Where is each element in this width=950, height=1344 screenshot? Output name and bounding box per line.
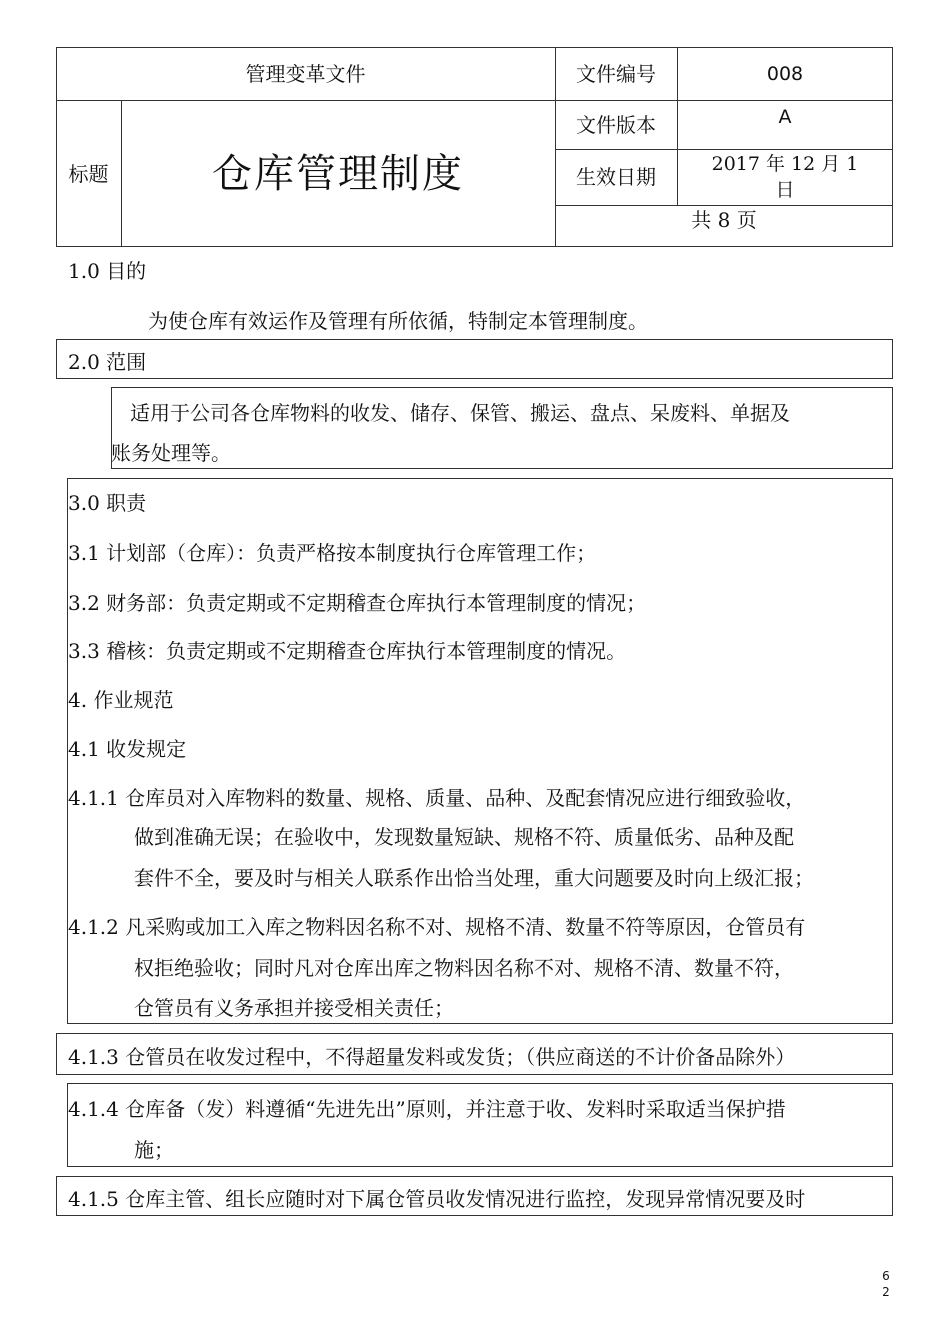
rule-4-1-2-line: 仓管员有义务承担并接受相关责任； <box>134 996 454 1020</box>
scope-text-line: 账务处理等。 <box>111 441 231 465</box>
duty-item: 3.1 计划部（仓库）：负责严格按本制度执行仓库管理工作； <box>68 541 597 565</box>
effective-date-line2: 日 <box>775 179 795 201</box>
spec-heading: 4. 作业规范 <box>68 688 174 712</box>
rule-4-1-4-line: 4.1.4 仓库备（发）料遵循“先进先出”原则，并注意于收、发料时采取适当保护措 <box>68 1097 786 1121</box>
purpose-heading: 1.0 目的 <box>68 259 147 283</box>
rule-4-1-1-line: 套件不全，要及时与相关人联系作出恰当处理，重大问题要及时向上级汇报； <box>134 866 814 890</box>
rule-4-1-3-line: 4.1.3 仓管员在收发过程中，不得超量发料或发货；（供应商送的不计价备品除外） <box>68 1045 796 1069</box>
duty-item: 3.3 稽核：负责定期或不定期稽查仓库执行本管理制度的情况。 <box>68 639 627 663</box>
scope-heading: 2.0 范围 <box>68 350 147 374</box>
title-label: 标题 <box>68 161 109 186</box>
version-label: 文件版本 <box>576 112 656 137</box>
rule-4-1-2-line: 权拒绝验收；同时凡对仓库出库之物料因名称不对、规格不清、数量不符， <box>134 956 794 980</box>
page-number-digit: 6 <box>882 1269 890 1283</box>
effective-label: 生效日期 <box>576 165 656 189</box>
page-count: 共 8 页 <box>691 208 757 232</box>
rule-4-1-2-line: 4.1.2 凡采购或加工入库之物料因名称不对、规格不清、数量不符等原因，仓管员有 <box>68 915 806 939</box>
duty-item: 3.2 财务部：负责定期或不定期稽查仓库执行本管理制度的情况； <box>68 591 647 615</box>
rule-4-1-1-line: 做到准确无误；在验收中，发现数量短缺、规格不符、质量低劣、品种及配 <box>134 825 794 849</box>
scope-heading-box <box>56 339 893 379</box>
effective-value <box>677 149 893 205</box>
version-value: A <box>778 106 792 128</box>
duty-heading: 3.0 职责 <box>68 491 147 515</box>
spec-subheading: 4.1 收发规定 <box>68 737 187 761</box>
rule-4-1-5-line: 4.1.5 仓库主管、组长应随时对下属仓管员收发情况进行监控，发现异常情况要及时 <box>68 1187 806 1211</box>
rule-4-1-1-line: 4.1.1 仓库员对入库物料的数量、规格、质量、品种、及配套情况应进行细致验收， <box>68 786 806 810</box>
page-number-digit: 2 <box>882 1285 890 1299</box>
page-title: 仓库管理制度 <box>212 150 464 197</box>
effective-date-line1: 2017 年 12 月 1 <box>711 153 859 175</box>
purpose-text: 为使仓库有效运作及管理有所依循，特制定本管理制度。 <box>148 309 648 333</box>
doc-category: 管理变革文件 <box>245 61 366 86</box>
doc-no-label: 文件编号 <box>576 61 656 86</box>
doc-no-value: 008 <box>766 62 804 85</box>
scope-text-line: 适用于公司各仓库物料的收发、储存、保管、搬运、盘点、呆废料、单据及 <box>130 401 790 425</box>
rule-4-1-4-line: 施； <box>134 1138 174 1162</box>
